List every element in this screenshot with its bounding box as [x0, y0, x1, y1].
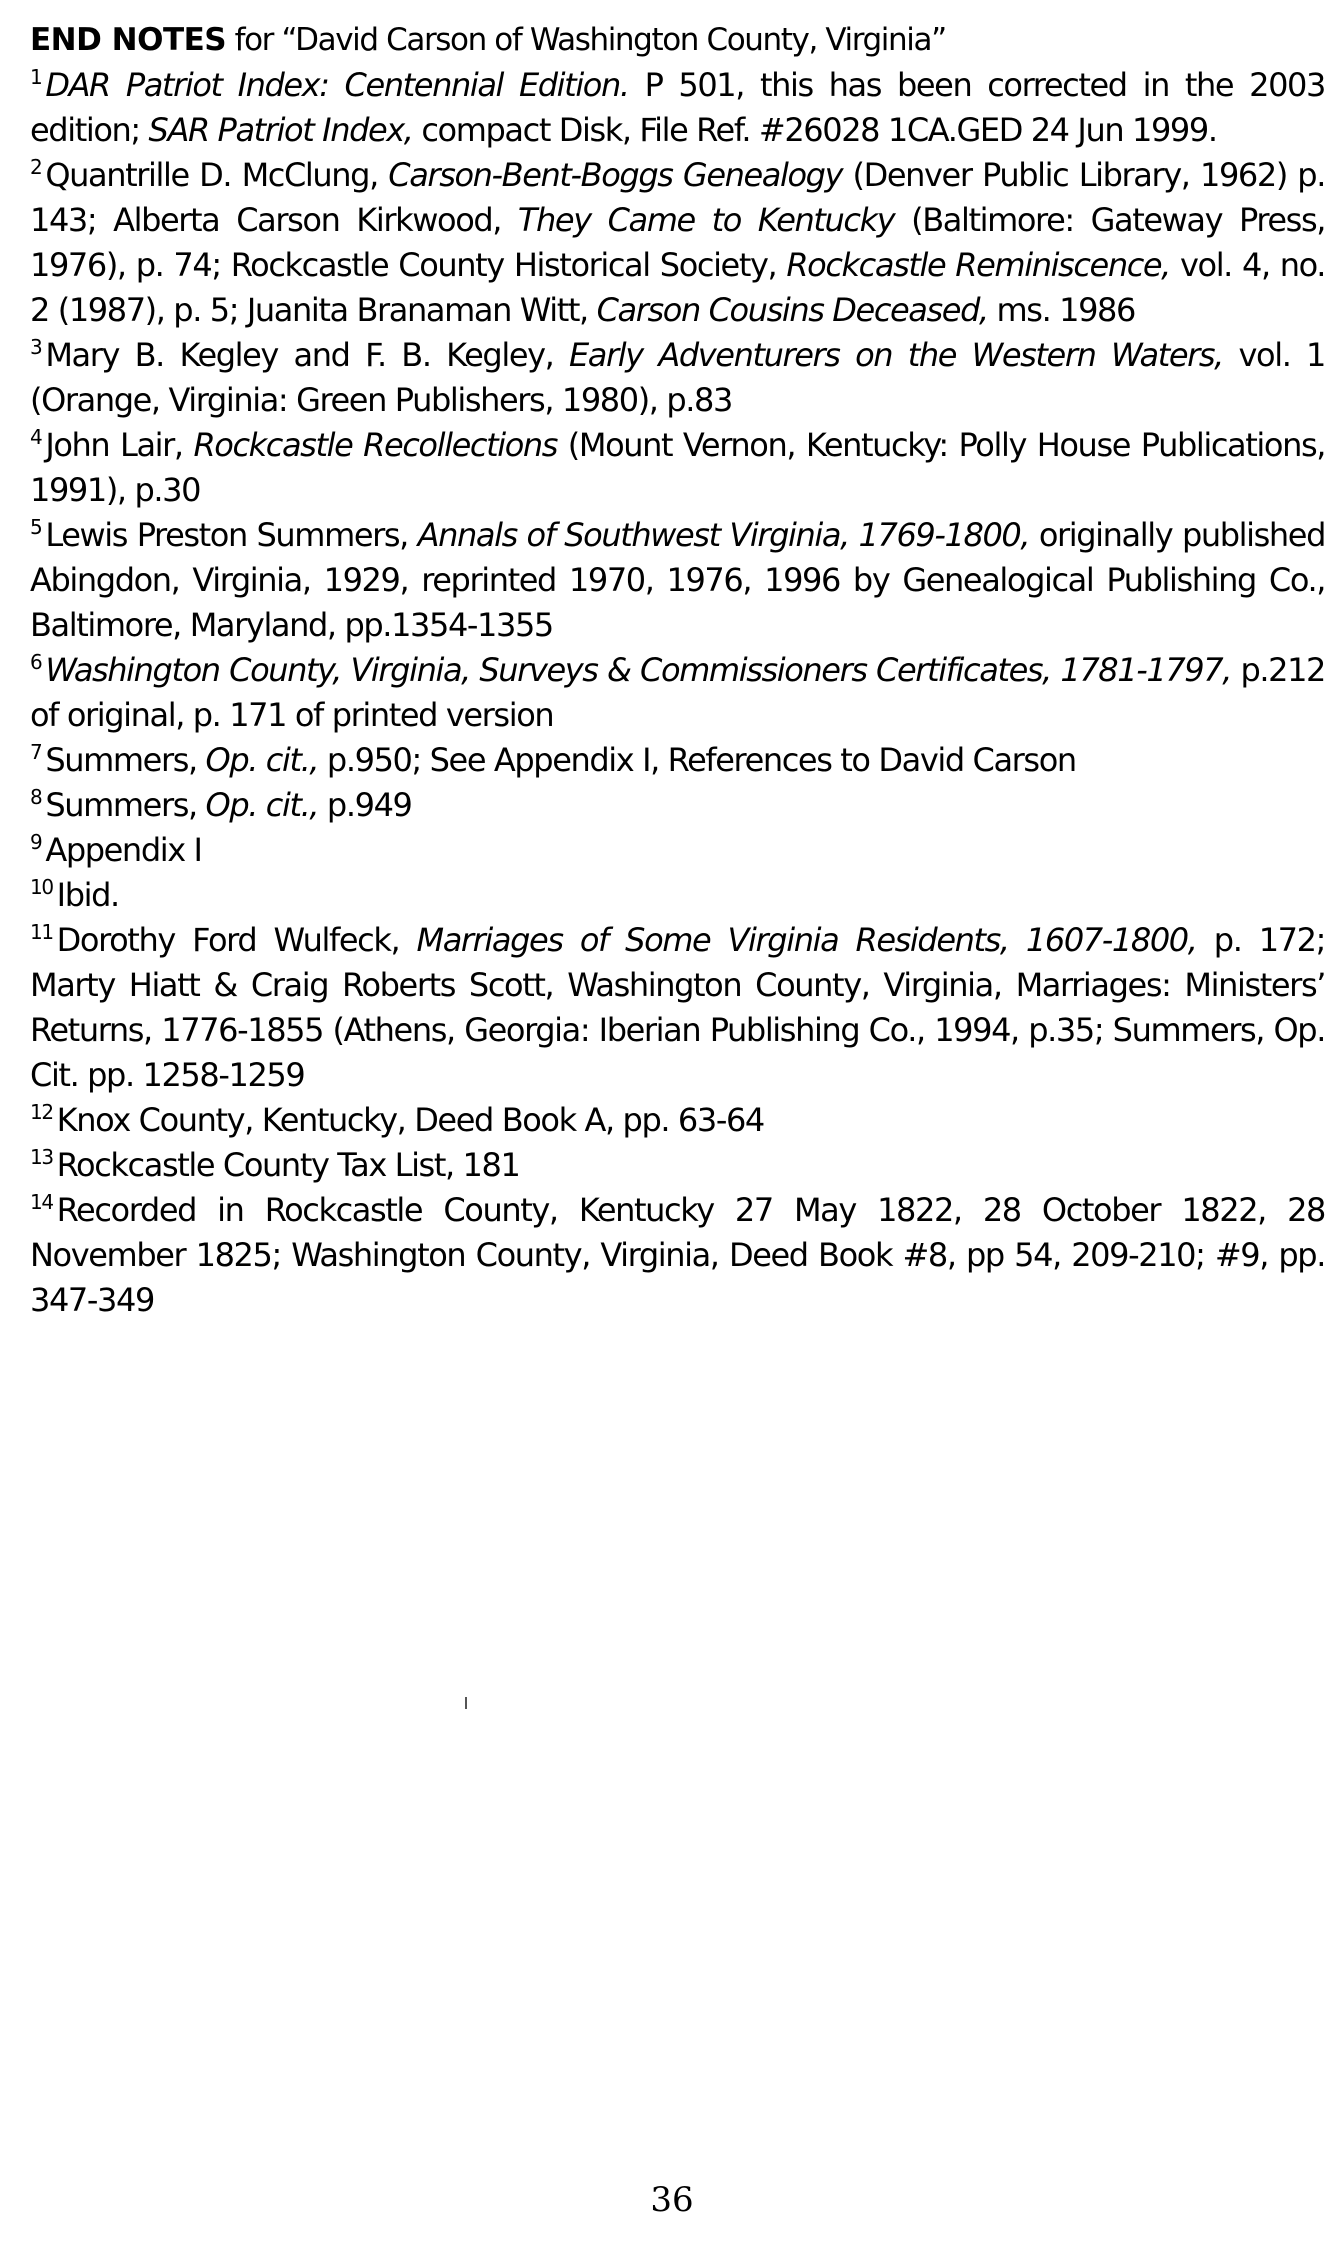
endnotes-heading [30, 18, 1325, 63]
scan-speck [465, 1697, 467, 1709]
endnote-13 [30, 1143, 1325, 1188]
endnote-5 [30, 513, 1325, 648]
endnote-10 [30, 873, 1325, 918]
citation-title: Rockcastle Recollections [193, 426, 558, 464]
citation-title: Early Adventurers on the Western Waters, [568, 336, 1223, 374]
citation-text: P 501, this has been corrected in the 2003 edition; [30, 66, 1325, 149]
endnote-6 [30, 648, 1325, 738]
citation-title: Carson Cousins Deceased, [596, 291, 988, 329]
citation-text: originally published Abingdon, Virginia, 1929, reprinted 1970, 1976, 1996 by Genealogical Publishing Co., Baltimore, Maryland, pp.1354-1355 [30, 516, 1325, 644]
citation-title: They Came to Kentucky [517, 201, 895, 239]
citation-text: vol. 1 (Orange, Virginia: Green Publishers, 1980), p.83 [30, 336, 1325, 419]
endnote-14 [30, 1188, 1325, 1323]
endnote-number: 10 [30, 874, 53, 899]
citation-text: Dorothy Ford Wulfeck, [56, 921, 417, 959]
endnotes-section [30, 18, 1325, 1323]
endnote-1 [30, 63, 1325, 153]
endnote-12 [30, 1098, 1325, 1143]
endnote-number: 12 [30, 1099, 53, 1124]
citation-text: (Mount Vernon, Kentucky: Polly House Publications, 1991), p.30 [30, 426, 1325, 509]
endnote-9 [30, 828, 1325, 873]
citation-title: Washington County, Virginia, Surveys & Commissioners Certificates, 1781-1797, [45, 651, 1231, 689]
citation-text: p.212 of original, p. 171 of printed version [30, 651, 1326, 734]
endnote-4 [30, 423, 1325, 513]
endnote-7 [30, 738, 1325, 783]
endnote-number: 14 [30, 1189, 53, 1214]
citation-text: Summers, [45, 786, 206, 824]
citation-text: (Denver Public Library, 1962) p. 143; Alberta Carson Kirkwood, [30, 156, 1325, 239]
citation-text: Appendix I [45, 831, 202, 869]
endnotes-title: for “David Carson of Washington County, Virginia” [234, 22, 946, 58]
citation-title: Op. cit., [205, 786, 319, 824]
page-number: 36 [650, 2180, 694, 2220]
citation-title: Carson-Bent-Boggs Genealogy [388, 156, 843, 194]
endnote-number: 5 [30, 514, 42, 539]
endnotes-list [30, 63, 1325, 1323]
citation-text: Knox County, Kentucky, Deed Book A, pp. 63-64 [56, 1101, 764, 1139]
endnote-number: 4 [30, 424, 42, 449]
endnote-number: 11 [30, 919, 53, 944]
citation-title: Rockcastle Reminiscence, [786, 246, 1170, 284]
citation-text: p.949 [318, 786, 412, 824]
endnote-8 [30, 783, 1325, 828]
endnote-3 [30, 333, 1325, 423]
citation-text: vol. 4, no. 2 (1987), p. 5; Juanita Branaman Witt, [30, 246, 1326, 329]
citation-text: Ibid. [56, 876, 119, 914]
citation-text: Rockcastle County Tax List, 181 [56, 1146, 520, 1184]
citation-title: DAR Patriot Index: Centennial Edition. [45, 66, 629, 104]
citation-text: Summers, [45, 741, 206, 779]
endnote-number: 6 [30, 649, 42, 674]
citation-text: ms. 1986 [987, 291, 1135, 329]
citation-title: Marriages of Some Virginia Residents, 1607-1800, [416, 921, 1197, 959]
endnote-number: 3 [30, 334, 42, 359]
citation-title: SAR Patriot Index, [148, 111, 413, 149]
endnote-number: 8 [30, 784, 42, 809]
citation-text: Quantrille D. McClung, [45, 156, 389, 194]
citation-text: John Lair, [45, 426, 194, 464]
citation-text: Lewis Preston Summers, [45, 516, 418, 554]
endnotes-label: END NOTES [30, 22, 227, 58]
endnote-number: 2 [30, 154, 42, 179]
citation-text: compact Disk, File Ref. #26028 1CA.GED 24 Jun 1999. [412, 111, 1217, 149]
endnote-number: 1 [30, 64, 42, 89]
endnote-number: 13 [30, 1144, 53, 1169]
citation-title: Op. cit., [205, 741, 319, 779]
citation-text: Mary B. Kegley and F. B. Kegley, [45, 336, 569, 374]
citation-text: p. 172; Marty Hiatt & Craig Roberts Scott, Washington County, Virginia, Marriages: Ministers’ Returns, 1776-1855 (Athens, Georgia: Iberian Publishing Co., 1994, p.35; Summers, Op. Cit. pp. 1258-1259 [30, 921, 1325, 1094]
citation-title: Annals of Southwest Virginia, 1769-1800, [417, 516, 1030, 554]
endnote-11 [30, 918, 1325, 1098]
citation-text: (Baltimore: Gateway Press, 1976), p. 74; Rockcastle County Historical Society, [30, 201, 1325, 284]
citation-text: p.950; See Appendix I, References to David Carson [318, 741, 1076, 779]
endnote-number: 7 [30, 739, 42, 764]
citation-text: Recorded in Rockcastle County, Kentucky 27 May 1822, 28 October 1822, 28 November 1825; Washington County, Virginia, Deed Book #8, pp 54, 209-210; #9, pp. 347-349 [30, 1191, 1325, 1319]
endnote-2 [30, 153, 1325, 333]
endnote-number: 9 [30, 829, 42, 854]
